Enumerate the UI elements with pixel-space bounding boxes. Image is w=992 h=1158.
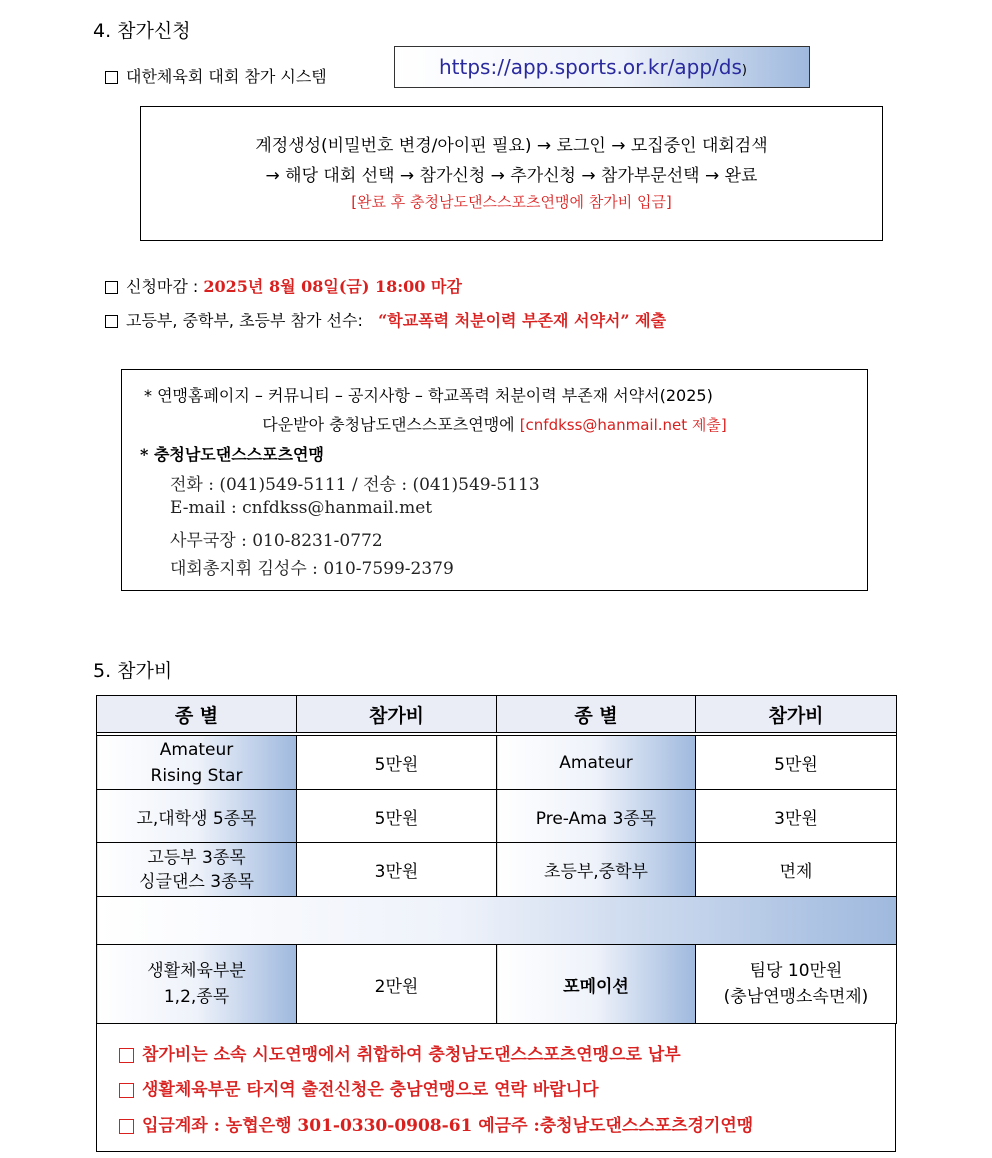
url-box[interactable] [394, 46, 810, 88]
url-text[interactable]: https://app.sports.or.kr/app/ds [439, 55, 742, 79]
note-item [119, 1040, 681, 1065]
secretary-contact: 사무국장 : 010-8231-0772 [170, 531, 383, 551]
email: E-mail : cnfdkss@hanmail.met [170, 498, 433, 518]
students-label: 고등부, 중학부, 초등부 참가 선수: [126, 311, 368, 330]
url-link[interactable] [439, 55, 747, 79]
flow-line-2: → 해당 대회 선택 → 참가신청 → 추가신청 → 참가부문선택 → 완료 [265, 166, 758, 186]
header-fee-1: 참가비 [297, 696, 497, 733]
deadline-line [105, 274, 462, 297]
info-line-2-email: [cnfdkss@hanmail.net 제출] [519, 416, 727, 434]
deadline-value: 2025년 8월 08일(금) 18:00 마감 [203, 277, 462, 296]
fee-table [96, 695, 897, 1024]
table-row [97, 843, 897, 897]
note-text: 참가비는 소속 시도연맹에서 취합하여 충청남도댄스스포츠연맹으로 납부 [142, 1045, 681, 1065]
note-text: 입금계좌 : 농협은행 301-0330-0908-61 예금주 :충청남도댄스스포츠경기연맹 [142, 1116, 754, 1136]
category-cell: 고등부 3종목 싱글댄스 3종목 [97, 843, 297, 897]
info-line-2 [122, 412, 867, 435]
students-value: “학교폭력 처분이력 부존재 서약서” 제출 [378, 311, 667, 330]
url-suffix: ) [741, 63, 747, 78]
fee-cell: 5만원 [696, 736, 897, 790]
director-contact: 대회총지휘 김성수 : 010-7599-2379 [170, 559, 454, 579]
checkbox-icon [119, 1083, 134, 1098]
students-line [105, 308, 666, 331]
table-row [97, 790, 897, 843]
category-cell: 생활체육부분 1,2,종목 [97, 945, 297, 1024]
category-cell: Pre-Ama 3종목 [497, 790, 696, 843]
checkbox-icon [105, 315, 118, 328]
checkbox-icon [119, 1119, 134, 1134]
registration-flow-box [140, 106, 883, 241]
info-line-2-text: 다운받아 충청남도댄스스포츠연맹에 [262, 415, 520, 434]
fee-notes [96, 1024, 896, 1152]
category-cell: 초등부,중학부 [497, 843, 696, 897]
category-cell: Amateur [497, 736, 696, 790]
deadline-label: 신청마감 : [126, 277, 204, 296]
note-text: 생활체육부문 타지역 출전신청은 충남연맹으로 연락 바랍니다 [142, 1080, 599, 1100]
fee-cell: 5만원 [297, 790, 497, 843]
fee-cell: 2만원 [297, 945, 497, 1024]
category-cell: 포메이션 [497, 945, 696, 1024]
checkbox-icon [105, 281, 118, 294]
fee-cell: 3만원 [297, 843, 497, 897]
note-item [119, 1111, 753, 1136]
table-header-row [97, 696, 897, 733]
fee-cell: 5만원 [297, 736, 497, 790]
section-4-title: 4. 참가신청 [93, 20, 191, 42]
header-category-1: 종 별 [97, 696, 297, 733]
system-label-line [105, 64, 327, 87]
table-row [97, 945, 897, 1024]
table-spacer-row [97, 897, 897, 945]
checkbox-icon [105, 71, 118, 84]
flow-line-3: [완료 후 충청남도댄스스포츠연맹에 참가비 입금] [351, 193, 672, 211]
section-5-title: 5. 참가비 [93, 660, 173, 682]
header-fee-2: 참가비 [696, 696, 897, 733]
spacer-cell [97, 897, 897, 945]
contact-box [121, 369, 868, 591]
fee-cell: 팀당 10만원 (충남연맹소속면제) [696, 945, 897, 1024]
phone-fax: 전화 : (041)549-5111 / 전송 : (041)549-5113 [170, 475, 540, 495]
category-cell: Amateur Rising Star [97, 736, 297, 790]
fee-cell: 면제 [696, 843, 897, 897]
flow-line-1: 계정생성(비밀번호 변경/아이핀 필요) → 로그인 → 모집중인 대회검색 [255, 136, 768, 156]
checkbox-icon [119, 1048, 134, 1063]
system-label: 대한체육회 대회 참가 시스템 [126, 67, 327, 86]
category-cell: 고,대학생 5종목 [97, 790, 297, 843]
header-category-2: 종 별 [497, 696, 696, 733]
fee-cell: 3만원 [696, 790, 897, 843]
table-row [97, 736, 897, 790]
info-line-1: * 연맹홈페이지 – 커뮤니티 – 공지사항 – 학교폭력 처분이력 부존재 서약서(2025) [144, 386, 713, 405]
org-name: * 충청남도댄스스포츠연맹 [140, 445, 324, 464]
note-item [119, 1075, 599, 1100]
